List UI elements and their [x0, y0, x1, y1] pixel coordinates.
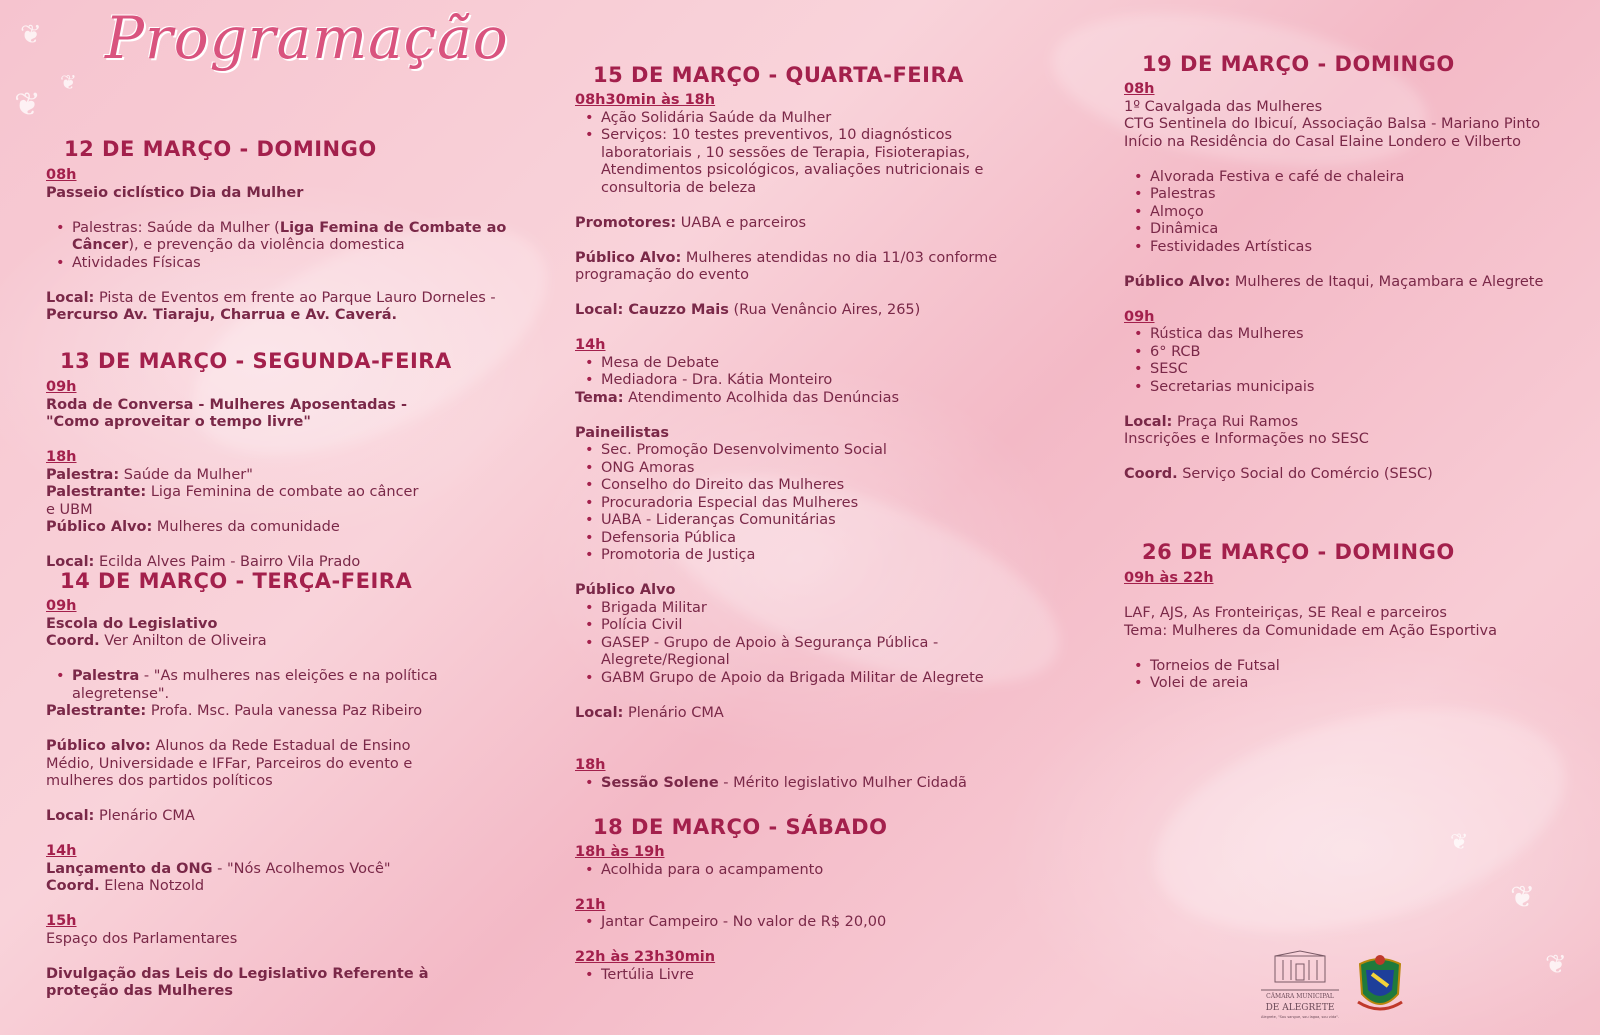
time-label: 08h30min às 18h [575, 92, 716, 108]
location: Local: Ecilda Alves Paim - Bairro Vila Prado [46, 554, 361, 570]
coordination: Coord. Elena Notzold [46, 878, 205, 894]
time-label: 18h às 19h [575, 844, 665, 860]
list-item: • Torneios de Futsal [1150, 658, 1584, 676]
day-heading-14: 14 DE MARÇO - TERÇA-FEIRA [60, 569, 413, 593]
time-label: 22h às 23h30min [575, 949, 716, 965]
list-item: • SESC [1150, 361, 1584, 379]
list-item: • 6° RCB [1150, 344, 1584, 362]
publico-alvo: Público alvo: Alunos da Rede Estadual de Ensino Médio, Universidade e IFFar, Parceiros do evento e mulheres dos partidos políticos [46, 738, 413, 789]
list-item: • Dinâmica [1150, 221, 1584, 239]
day-heading-19: 19 DE MARÇO - DOMINGO [1142, 52, 1455, 76]
location: Local: Plenário CMA [46, 808, 195, 824]
location: Local: Pista de Eventos em frente ao Parque Lauro Dorneles - Percurso Av. Tiaraju, Charrua e Av. Caverá. [46, 289, 496, 323]
coordination: Coord. Ver Anilton de Oliveira [46, 633, 267, 649]
day-18-content [575, 844, 1035, 984]
publico-alvo: Público Alvo: Mulheres de Itaqui, Maçambara e Alegrete [1124, 273, 1544, 290]
promotores: Promotores: UABA e parceiros [575, 214, 806, 231]
time-label: 08h [1124, 81, 1155, 97]
list-item: • Promotoria de Justiça [601, 547, 1035, 565]
list-item: • Festividades Artísticas [1150, 239, 1584, 257]
logo-motto: Alegrete, "Sou sangue, sou lagoa, sou vida". [1261, 1015, 1339, 1019]
list-item: • Atividades Físicas [72, 255, 516, 273]
day-12-content [46, 167, 516, 325]
list-item: • ONG Amoras [601, 460, 1035, 478]
day-15-content [575, 92, 1035, 792]
divulgacao: Divulgação das Leis do Legislativo Referente à proteção das Mulheres [46, 965, 429, 999]
palestrante: Palestrante: Liga Feminina de combate ao câncer e UBM [46, 484, 419, 518]
time-label: 18h [575, 757, 606, 773]
audience-heading: Público Alvo [575, 582, 676, 598]
bullet-list [575, 967, 1035, 985]
day-13-content [46, 379, 426, 572]
list-item: • UABA - Lideranças Comunitárias [601, 512, 1035, 530]
bullet-list [46, 668, 446, 703]
location: Local: Plenário CMA [575, 704, 724, 721]
list-item: • Palestras: Saúde da Mulher (Liga Femina de Combate ao Câncer), e prevenção da violência domestica [72, 220, 516, 255]
butterfly-decoration: ❦ [1450, 830, 1469, 855]
location: Local: Praça Rui Ramos [1124, 413, 1299, 430]
event-line: Tema: Mulheres da Comunidade em Ação Esportiva [1124, 622, 1498, 639]
day-heading-15: 15 DE MARÇO - QUARTA-FEIRA [593, 63, 964, 87]
panelists-heading: Paineilistas [575, 424, 670, 441]
time-label: 15h [46, 913, 77, 929]
list-item: • Rústica das Mulheres [1150, 326, 1584, 344]
list-item: • Sessão Solene - Mérito legislativo Mulher Cidadã [601, 775, 1035, 793]
butterfly-decoration: ❦ [20, 20, 42, 50]
time-label: 09h [1124, 308, 1155, 325]
list-item: • Palestras [1150, 186, 1584, 204]
bullet-list [575, 775, 1035, 793]
day-heading-18: 18 DE MARÇO - SÁBADO [593, 815, 888, 839]
list-item: • Alvorada Festiva e café de chaleira [1150, 169, 1584, 187]
list-item: • Serviços: 10 testes preventivos, 10 diagnósticos laboratoriais , 10 sessões de Terapia, Fisioterapias, Atendimentos psicológicos, avaliações nutricionais e consultoria de beleza [601, 127, 1035, 197]
day-heading-26: 26 DE MARÇO - DOMINGO [1142, 540, 1455, 564]
event-title: Espaço dos Parlamentares [46, 930, 238, 947]
butterfly-decoration: ❦ [1545, 950, 1567, 980]
list-item: • Conselho do Direito das Mulheres [601, 477, 1035, 495]
list-item: • Tertúlia Livre [601, 967, 1035, 985]
day-14-content [46, 598, 446, 1001]
list-item: • Mediadora - Dra. Kátia Monteiro [601, 372, 1035, 390]
event-title: Roda de Conversa - Mulheres Aposentadas - "Como aproveitar o tempo livre" [46, 396, 407, 430]
bullet-list [575, 600, 1035, 688]
publico-alvo: Público Alvo: Mulheres atendidas no dia 11/03 conforme programação do evento [575, 249, 998, 283]
event-title: Escola do Legislativo [46, 615, 218, 632]
list-item: • Brigada Militar [601, 600, 1035, 618]
list-item: • Palestra - "As mulheres nas eleições e na política alegretense". [72, 668, 446, 703]
ong-launch: Lançamento da ONG - "Nós Acolhemos Você" [46, 860, 391, 877]
palestrante: Palestrante: Profa. Msc. Paula vanessa Paz Ribeiro [46, 703, 423, 719]
time-label: 21h [575, 896, 606, 913]
day-26-content [1124, 570, 1584, 693]
list-item: • GABM Grupo de Apoio da Brigada Militar de Alegrete [601, 670, 1035, 688]
palestra: Palestra: Saúde da Mulher" [46, 466, 253, 483]
bullet-list [1124, 658, 1584, 693]
list-item: • Acolhida para o acampamento [601, 862, 1035, 880]
list-item: • Procuradoria Especial das Mulheres [601, 495, 1035, 513]
coat-of-arms-logo [1352, 950, 1408, 1020]
page-title: Programação [105, 4, 509, 72]
list-item: • Mesa de Debate [601, 355, 1035, 373]
bullet-list [575, 914, 1035, 932]
time-label: 14h [575, 337, 606, 353]
time-label: 09h às 22h [1124, 570, 1214, 586]
time-label: 09h [46, 379, 77, 395]
logo-line2: DE ALEGRETE [1265, 1003, 1335, 1013]
butterfly-decoration: ❦ [1510, 880, 1536, 915]
bullet-list [575, 862, 1035, 880]
registration-info: Inscrições e Informações no SESC [1124, 431, 1369, 447]
list-item: • Secretarias municipais [1150, 379, 1584, 397]
day-heading-12: 12 DE MARÇO - DOMINGO [64, 137, 377, 161]
bullet-list [575, 110, 1035, 198]
bullet-list [1124, 169, 1584, 257]
time-label: 18h [46, 449, 77, 465]
logo-line1: CÂMARA MUNICIPAL [1266, 993, 1334, 1000]
day-19-content [1124, 81, 1584, 484]
list-item: • Defensoria Pública [601, 530, 1035, 548]
camara-municipal-logo [1253, 950, 1347, 1020]
time-label: 14h [46, 843, 77, 859]
time-label: 08h [46, 167, 77, 183]
list-item: • Almoço [1150, 204, 1584, 222]
publico-alvo: Público Alvo: Mulheres da comunidade [46, 519, 340, 535]
bullet-list [1124, 326, 1584, 396]
location: Local: Cauzzo Mais (Rua Venâncio Aires, 265) [575, 302, 921, 318]
coordination: Coord. Serviço Social do Comércio (SESC) [1124, 466, 1433, 482]
day-heading-13: 13 DE MARÇO - SEGUNDA-FEIRA [60, 349, 452, 373]
bullet-list [575, 442, 1035, 565]
event-line: 1º Cavalgada das Mulheres [1124, 98, 1323, 115]
tema: Tema: Atendimento Acolhida das Denúncias [575, 389, 900, 406]
list-item: • Sec. Promoção Desenvolvimento Social [601, 442, 1035, 460]
event-line: CTG Sentinela do Ibicuí, Associação Balsa - Mariano Pinto [1124, 116, 1541, 132]
list-item: • Jantar Campeiro - No valor de R$ 20,00 [601, 914, 1035, 932]
butterfly-decoration: ❦ [60, 70, 77, 94]
event-line: Início na Residência do Casal Elaine Londero e Vilberto [1124, 133, 1521, 150]
time-label: 09h [46, 598, 77, 614]
event-title: Passeio ciclístico Dia da Mulher [46, 184, 304, 201]
list-item: • Ação Solidária Saúde da Mulher [601, 110, 1035, 128]
list-item: • Volei de areia [1150, 675, 1584, 693]
list-item: • GASEP - Grupo de Apoio à Segurança Pública - Alegrete/Regional [601, 635, 1035, 670]
list-item: • Polícia Civil [601, 617, 1035, 635]
bullet-list [46, 220, 516, 273]
butterfly-decoration: ❦ [14, 85, 41, 123]
bullet-list [575, 355, 1035, 390]
event-line: LAF, AJS, As Fronteiriças, SE Real e parceiros [1124, 605, 1447, 621]
